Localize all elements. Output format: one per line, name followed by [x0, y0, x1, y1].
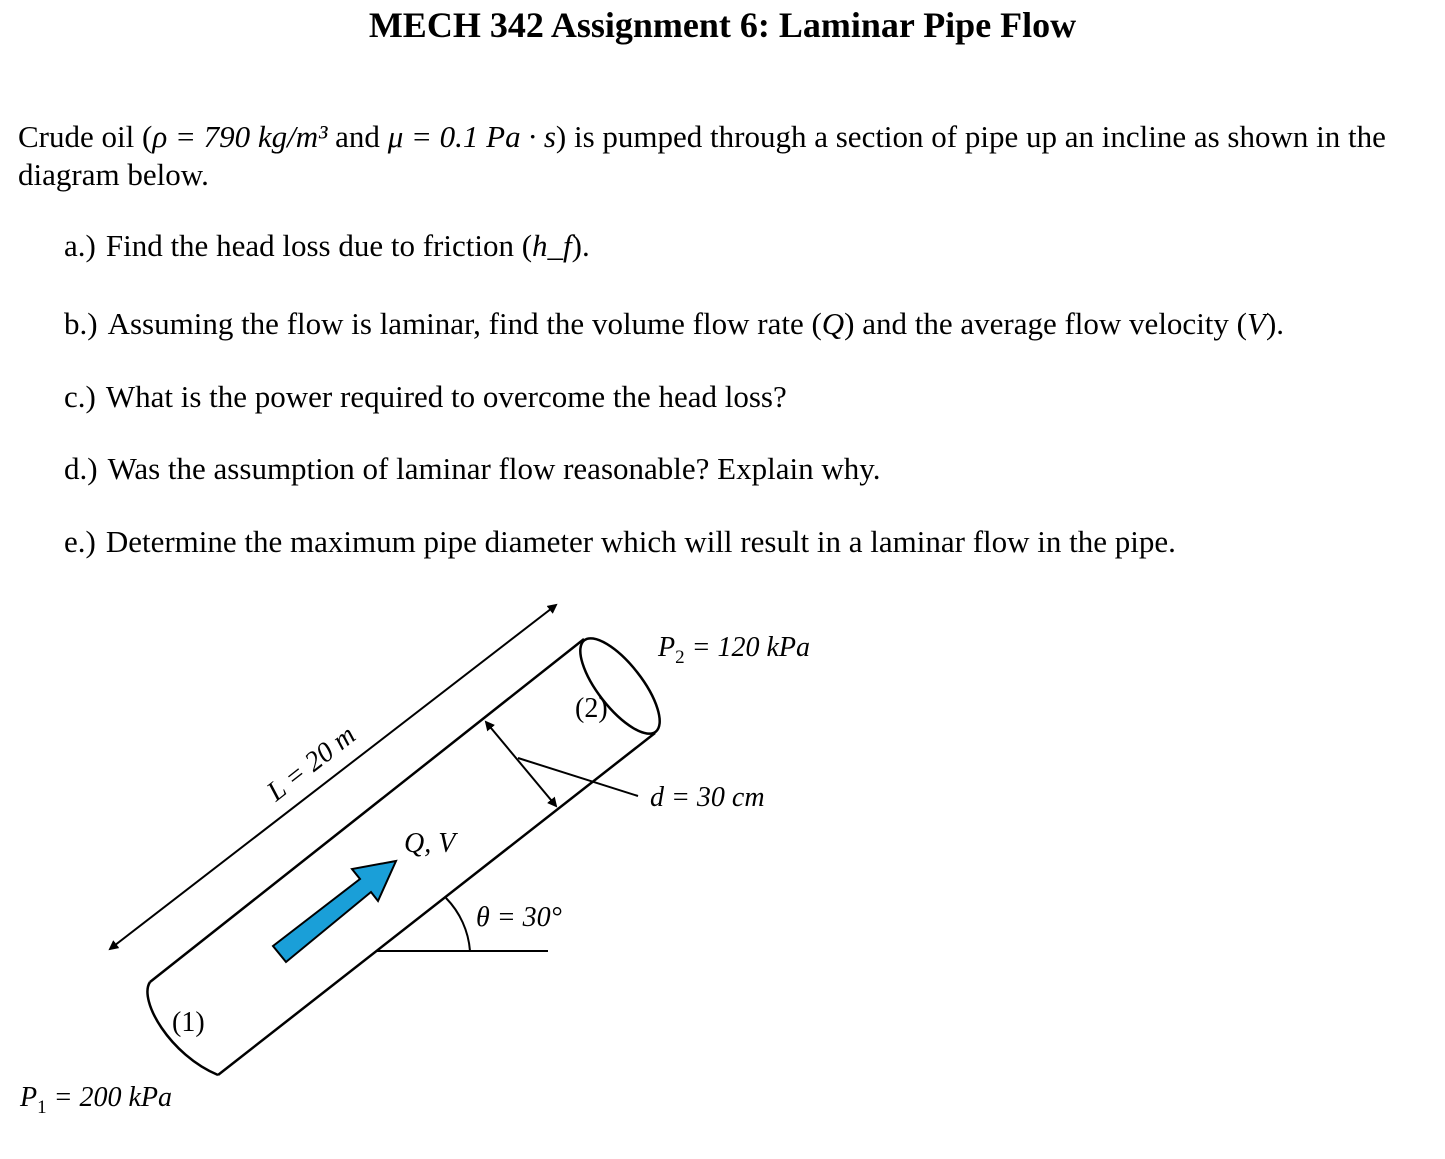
intro-text-3: ) is pumped through a section of pipe up an incline as shown in the diagram below.	[18, 119, 1386, 192]
question-math-2: V	[1247, 306, 1266, 341]
page-title: MECH 342 Assignment 6: Laminar Pipe Flow	[368, 5, 1077, 45]
pressure-2-label: $P_2 = 120$ kPa	[658, 632, 811, 668]
angle-arc	[446, 898, 470, 951]
question-label: e.)	[64, 524, 96, 559]
question-label: c.)	[64, 379, 96, 414]
section-2-label: (2)	[575, 693, 608, 724]
pressure-1-label: $P_1 = 200$ kPa	[20, 1082, 173, 1118]
question-text: What is the power required to overcome the head loss?	[105, 379, 787, 414]
section-1-label: (1)	[172, 1007, 205, 1038]
question-label: a.)	[64, 228, 96, 263]
question-label: d.)	[64, 451, 98, 486]
pipe-diagram	[0, 590, 1445, 1159]
intro-text-2: and	[327, 119, 388, 154]
question-text-end: ).	[1265, 306, 1285, 341]
question-text-end: ).	[571, 228, 590, 263]
flow-label: Q, V	[404, 828, 456, 859]
length-dimension-arrow	[110, 605, 556, 949]
question-text: Determine the maximum pipe diameter which will result in a laminar flow in the pipe.	[105, 524, 1176, 559]
question-label: b.)	[64, 306, 98, 341]
diameter-label: d = 30 cm	[650, 782, 765, 813]
question-e	[64, 524, 1176, 560]
length-label: L = 20 m	[261, 719, 362, 808]
diameter-leader-line	[518, 758, 638, 796]
density-value: ρ = 790 kg/m³	[152, 119, 328, 154]
question-text: Find the head loss due to friction (	[105, 228, 533, 263]
question-math: Q	[821, 306, 845, 341]
question-math: h_f	[532, 228, 572, 263]
question-a	[64, 228, 590, 264]
problem-statement	[18, 118, 1428, 194]
angle-label: θ = 30°	[476, 902, 562, 933]
viscosity-value: μ = 0.1 Pa · s	[387, 119, 556, 154]
diameter-arrow	[486, 722, 556, 806]
flow-arrow	[273, 861, 396, 962]
question-text-mid: ) and the average flow velocity (	[844, 306, 1247, 341]
question-text: Was the assumption of laminar flow reasonable? Explain why.	[107, 451, 881, 486]
question-c	[64, 379, 787, 415]
intro-text-1: Crude oil (	[18, 119, 153, 154]
question-b	[64, 306, 1284, 342]
question-d	[64, 451, 880, 487]
question-text: Assuming the flow is laminar, find the volume flow rate (	[107, 306, 822, 341]
